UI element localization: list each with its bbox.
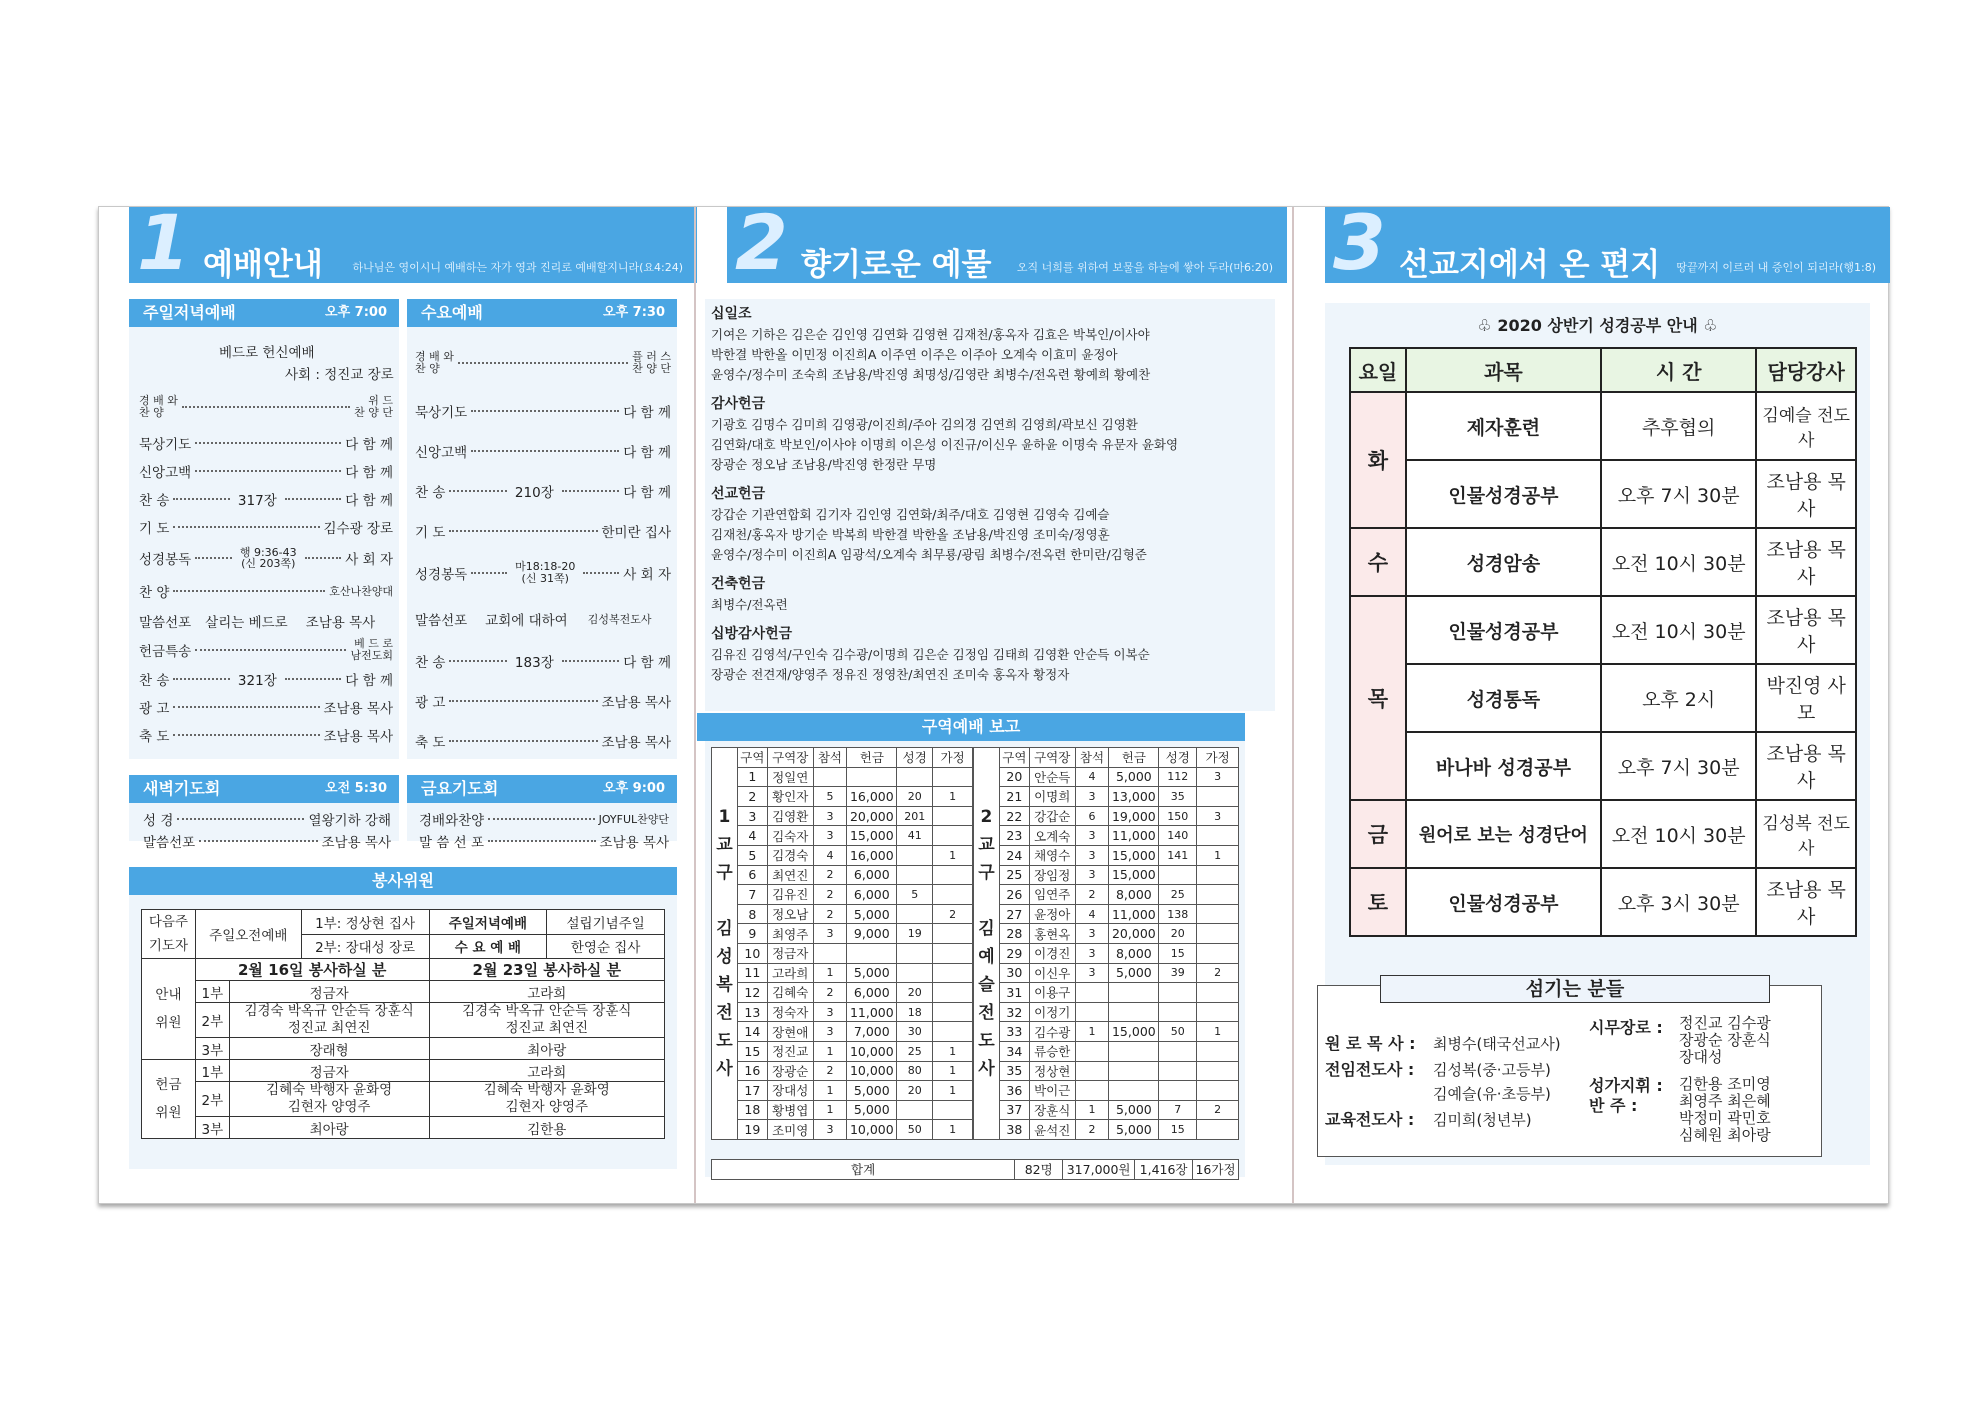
offering-names: 장광순 전견재/양영주 정유진 정영찬/최연진 조미숙 홍옥자 황정자 [711, 667, 1070, 682]
servant-role: 교육전도사 : [1325, 1110, 1415, 1129]
servants-title: 섬기는 분들 [1380, 975, 1770, 1003]
district-row: 7 김유진 2 6,000 5 [712, 885, 973, 905]
district-row: 33 김수광 1 15,000 50 1 [974, 1022, 1239, 1042]
panel2-number: 2 [735, 198, 788, 287]
district-row: 8 정오남 2 5,000 2 [712, 904, 973, 924]
study-schedule-table: 요일 과목 시 간 담당강사 화 제자훈련 추후협의 김예슬 전도사 인물성경공부 오후 7시 30분 조남용 목사 수 성경암송 오전 10시 30분 조남용 목사 목 인물성경공부 오전 10시 30분 조남용 목사 성경통독 오후 2시 박진영 사모 바나바 성경공부 오후 7시 30분 조남용 목사 금 원어로 보는 성경단어 오전 10시 30분 김성복 전도사 토 인물성경공부 오후 3시 30분 조남용 목사 [1349, 347, 1857, 937]
offering-heading: 십일조 [711, 306, 752, 322]
offering-heading: 감사헌금 [711, 396, 766, 412]
district-row: 11 고라희 1 5,000 [712, 963, 973, 983]
friday-prayer-time: 오후 9:00 [603, 781, 665, 796]
panel3-title: 선교지에서 온 편지 [1399, 247, 1661, 283]
dawn-row: 말씀선포 조남용 목사 [143, 835, 391, 851]
wednesday-row: 묵상기도 다 함 께 [415, 405, 671, 421]
servant-name: 김미희(청년부) [1433, 1111, 1532, 1129]
offering-names: 기광호 김명수 김미희 김영광/이진희/주아 김의경 김연희 김영희/곽보신 김영환 [711, 417, 1138, 432]
sunday-row: 묵상기도 다 함 께 [139, 437, 393, 453]
servant-name: 정진교 김수광 장광순 장훈식 장대성 [1679, 1014, 1771, 1066]
sunday-row: 기 도 김수광 장로 [139, 521, 393, 537]
sunday-subtitle: 베드로 헌신예배 [219, 345, 315, 361]
offering-names: 김재천/홍옥자 방기순 박복희 박한결 박한올 조남용/박진영 조미숙/정영훈 [711, 527, 1110, 542]
district-row: 23 오계숙 3 11,000 140 [974, 826, 1239, 846]
offering-heading: 십방감사헌금 [711, 626, 793, 642]
sunday-row: 신앙고백 다 함 께 [139, 465, 393, 481]
offering-names: 최병수/전옥련 [711, 597, 788, 612]
panel-offerings [697, 198, 1295, 1203]
offering-names: 윤영수/정수미 조숙희 조남용/박진영 최명성/김영란 최병수/전옥련 황예희 황예찬 [711, 367, 1151, 382]
district-row: 3 김영환 3 20,000 201 [712, 806, 973, 826]
wednesday-label: 수요예배 [421, 303, 483, 322]
fold-line [1292, 207, 1294, 1203]
study-title: ♧ 2020 상반기 성경공부 안내 ♧ [1477, 316, 1718, 335]
district-row: 18 황병엽 1 5,000 [712, 1100, 973, 1120]
friday-row: 말 씀 선 포 조남용 목사 [419, 835, 669, 851]
servant-name: 최병수(태국선교사) [1433, 1035, 1561, 1053]
friday-row: 경배와찬양 JOYFUL찬양단 [419, 813, 669, 829]
district-row: 1 정일연 [712, 767, 973, 787]
district-row: 38 윤석진 2 5,000 15 [974, 1120, 1239, 1140]
offering-names: 장광순 정오남 조남용/박진영 한정란 무명 [711, 457, 937, 472]
sunday-row: 찬 송 317장 다 함 께 [139, 493, 393, 509]
dawn-row: 성 경 열왕기하 강해 [143, 813, 391, 829]
district-row: 37 장훈식 1 5,000 7 2 [974, 1100, 1239, 1120]
report-total-row: 합계 82명 317,000원 1,416장 16가정 [711, 1159, 1239, 1180]
wednesday-row: 찬 송 183장 다 함 께 [415, 655, 671, 671]
servant-role: 반 주 : [1589, 1096, 1638, 1115]
district-row: 17 장대성 1 5,000 20 1 [712, 1081, 973, 1101]
district-row: 20 안순득 4 5,000 112 3 [974, 767, 1239, 787]
district-row: 15 정진교 1 10,000 25 1 [712, 1041, 973, 1061]
servant-role: 원 로 목 사 : [1325, 1034, 1416, 1053]
district-row: 27 윤정아 4 11,000 138 [974, 904, 1239, 924]
district-row: 25 장임정 3 15,000 [974, 865, 1239, 885]
wednesday-row: 신앙고백 다 함 께 [415, 445, 671, 461]
district-row: 6 최연진 2 6,000 [712, 865, 973, 885]
panel1-number: 1 [137, 198, 190, 287]
panel3-header [1325, 198, 1890, 287]
wednesday-row: 축 도 조남용 목사 [415, 735, 671, 751]
servant-role: 전임전도사 : [1325, 1060, 1415, 1079]
panel3-number: 3 [1333, 198, 1386, 287]
dawn-prayer-bar [129, 775, 399, 803]
volunteer-bar: 봉사위원 [129, 867, 677, 895]
district-row: 32 이정기 [974, 1002, 1239, 1022]
bulletin-sheet [98, 198, 1889, 1204]
district-row: 26 임연주 2 8,000 25 [974, 885, 1239, 905]
district-row: 16 장광순 2 10,000 80 1 [712, 1061, 973, 1081]
district-row: 28 홍현옥 3 20,000 20 [974, 924, 1239, 944]
wednesday-row: 말씀선포 교회에 대하여 김성복전도사 [415, 613, 652, 629]
wednesday-row: 찬 송 210장 다 함 께 [415, 485, 671, 501]
fold-line [694, 207, 696, 1203]
servant-role: 성가지휘 : [1589, 1076, 1663, 1095]
district-row: 22 강갑순 6 19,000 150 3 [974, 806, 1239, 826]
offering-heading: 건축헌금 [711, 576, 766, 592]
offering-heading: 선교헌금 [711, 486, 766, 502]
wednesday-row: 성경봉독 마18:18-20 (신 31쪽) 사 회 자 [415, 560, 671, 585]
district-row: 35 정상현 [974, 1061, 1239, 1081]
panel3-verse: 땅끝까지 이르러 내 증인이 되리라(행1:8) [1676, 261, 1876, 274]
district-row: 24 채영수 3 15,000 141 1 [974, 845, 1239, 865]
servant-role: 시무장로 : [1589, 1018, 1663, 1037]
district-row: 29 이경진 3 8,000 15 [974, 943, 1239, 963]
wednesday-row: 기 도 한미란 집사 [415, 525, 671, 541]
panel2-verse: 오직 너희를 위하여 보물을 하늘에 쌓아 두라(마6:20) [1016, 261, 1273, 274]
panel-worship-guide [99, 198, 697, 1203]
district-row: 21 이명희 3 13,000 35 [974, 787, 1239, 807]
offering-names: 기여은 기하은 김은순 김인영 김연화 김영현 김재천/홍옥자 김효은 박복인/이사야 [711, 327, 1150, 342]
district-row: 10 정금자 [712, 943, 973, 963]
panel1-verse: 하나님은 영이시니 예배하는 자가 영과 진리로 예배할지니라(요4:24) [352, 261, 683, 274]
offering-names: 윤영수/정수미 이진희A 임광석/오계숙 최무룡/광림 최병수/전옥련 한미란/김형준 [711, 547, 1147, 562]
district-row: 2 황인자 5 16,000 20 1 [712, 787, 973, 807]
sunday-row: 찬 송 321장 다 함 께 [139, 673, 393, 689]
district-row: 36 박이근 [974, 1081, 1239, 1101]
wednesday-row: 광 고 조남용 목사 [415, 695, 671, 711]
offering-names: 김연화/대호 박보인/이사야 이명희 이은성 이진규/이신우 윤하윤 이명숙 유문자 윤화영 [711, 437, 1179, 452]
sunday-row: 헌금특송 베 드 로 남전도회 [139, 637, 393, 662]
panel2-header [727, 198, 1287, 287]
district1-label: 1 교 구 김 성 복 전 도 사 [712, 748, 738, 1140]
district-row: 14 장현애 3 7,000 30 [712, 1022, 973, 1042]
panel1-title: 예배안내 [203, 247, 323, 283]
district2-label: 2 교 구 김 예 슬 전 도 사 [974, 748, 1000, 1140]
district1-table: 1 교 구 김 성 복 전 도 사 구역 구역장 참석 헌금 성경 가정 1 정일연 2 황인자 5 16,000 20 1 3 김영환 3 20,000 201 4 김숙자 3 15,000 41 5 김경숙 4 16,000 1 6 최연진 2 6,000 7 김유진 2 6,000 5 8 정오남 2 5,000 2 9 최영주 3 9,000 19 10 정금자 11 고라희 1 5,000 12 김혜숙 2 6,000 20 13 정숙자 3 11,000 18 14 장현애 3 7,000 30 15 정진교 1 10,000 25 1 16 장광순 2 10,000 80 1 17 장대성 1 5,000 20 1 18 황병엽 1 5,000 19 조미영 3 10,000 50 1 [711, 747, 973, 1140]
sunday-row: 경 배 와 찬 양 위 드 찬 양 단 [139, 394, 393, 419]
friday-prayer-label: 금요기도회 [421, 779, 499, 798]
panel2-title: 향기로운 예물 [801, 247, 992, 283]
panel1-header [129, 198, 697, 287]
district-row: 9 최영주 3 9,000 19 [712, 924, 973, 944]
sunday-row: 말씀선포 살리는 베드로 조남용 목사 [139, 615, 376, 631]
servant-name: 김예슬(유·초등부) [1433, 1085, 1551, 1103]
sunday-row: 성경봉독 행 9:36-43 (신 203쪽) 사 회 자 [139, 546, 393, 570]
district-row: 4 김숙자 3 15,000 41 [712, 826, 973, 846]
dawn-prayer-time: 오전 5:30 [325, 781, 387, 796]
district-row: 30 이신우 3 5,000 39 2 [974, 963, 1239, 983]
offering-names: 강갑순 기관연합회 김기자 김인영 김연화/최주/대호 김영현 김영숙 김예슬 [711, 507, 1110, 522]
district-row: 5 김경숙 4 16,000 1 [712, 845, 973, 865]
sunday-evening-label: 주일저녁예배 [143, 303, 236, 322]
friday-prayer-bar [407, 775, 677, 803]
servant-name: 김한용 조미영 [1679, 1075, 1771, 1093]
district-row: 13 정숙자 3 11,000 18 [712, 1002, 973, 1022]
sunday-evening-time: 오후 7:00 [325, 305, 387, 320]
district-row: 19 조미영 3 10,000 50 1 [712, 1120, 973, 1140]
district-row: 34 류승한 [974, 1041, 1239, 1061]
servant-name: 최영주 최은혜 박정미 곽민호 심혜원 최아랑 [1679, 1092, 1771, 1144]
wednesday-row: 경 배 와 찬 양 플 러 스 찬 양 단 [415, 350, 671, 375]
sunday-row: 광 고 조남용 목사 [139, 701, 393, 717]
sunday-row: 축 도 조남용 목사 [139, 729, 393, 745]
sunday-row: 찬 양 호산나찬양대 [139, 585, 393, 601]
district-report-bar: 구역예배 보고 [697, 713, 1245, 741]
sunday-evening-bar [129, 299, 399, 327]
offering-names: 박한결 박한올 이민정 이진희A 이주연 이주은 이주아 오계숙 이효미 윤정아 [711, 347, 1118, 362]
panel-mission-letter [1295, 198, 1890, 1203]
volunteer-table: 다음주 기도자 주일오전예배 1부: 정상현 집사 주일저녁예배 설립기념주일 2부: 장대성 장로 수 요 예 배 한영순 집사 안내 위원 2월 16일 봉사하실 분 2월 23일 봉사하실 분 1부 정금자 고라희 2부 김경숙 박옥규 안순득 장훈식 정진교 최연진 김경숙 박옥규 안순득 장훈식 정진교 최연진 3부 장래형 최아랑 헌금 위원 1부 정금자 고라희 2부 김혜숙 박행자 윤화영 김현자 양영주 김혜숙 박행자 윤화영 김현자 양영주 3부 최아랑 김한용 [141, 909, 665, 1139]
district2-table: 2 교 구 김 예 슬 전 도 사 구역 구역장 참석 헌금 성경 가정 20 안순득 4 5,000 112 3 21 이명희 3 13,000 35 22 강갑순 6 19,000 150 3 23 오계숙 3 11,000 140 24 채영수 3 15,000 141 1 25 장임정 3 15,000 26 임연주 2 8,000 25 27 윤정아 4 11,000 138 28 홍현옥 3 20,000 20 29 이경진 3 8,000 15 30 이신우 3 5,000 39 2 31 이용구 32 이정기 33 김수광 1 15,000 50 1 34 류승한 35 정상현 36 박이근 37 장훈식 1 5,000 7 2 38 윤석진 2 5,000 15 [973, 747, 1239, 1140]
wednesday-time: 오후 7:30 [603, 305, 665, 320]
dawn-prayer-label: 새벽기도회 [143, 779, 221, 798]
sunday-host: 사회 : 정진교 장로 [285, 367, 394, 383]
servant-name: 김성복(중·고등부) [1433, 1061, 1551, 1079]
offering-names: 김유진 김영석/구인숙 김수광/이명희 김은순 김정임 김태희 김영환 안순득 이복순 [711, 647, 1150, 662]
wednesday-bar [407, 299, 677, 327]
district-row: 31 이용구 [974, 983, 1239, 1003]
district-row: 12 김혜숙 2 6,000 20 [712, 983, 973, 1003]
